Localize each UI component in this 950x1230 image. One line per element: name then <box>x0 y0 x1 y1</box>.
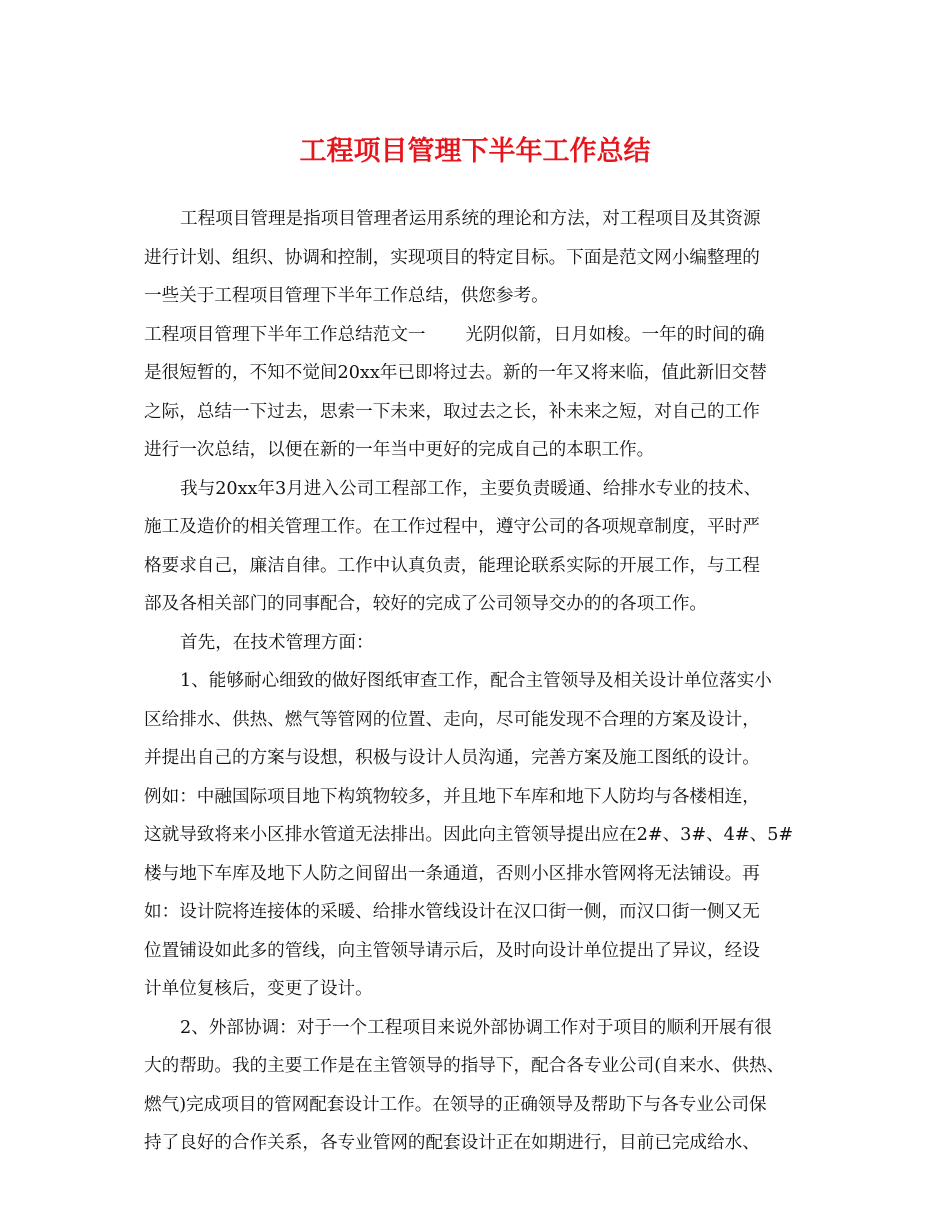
paragraph-line: 进行计划、组织、协调和控制，实现项目的特定目标。下面是范文网小编整理的 <box>144 247 760 268</box>
paragraph-line-text: 光阴似箭，日月如梭。一年的时间的确 <box>465 324 765 345</box>
paragraph-line: 部及各相关部门的同事配合，较好的完成了公司领导交办的的各项工作。 <box>144 594 708 614</box>
paragraph-line: 1、能够耐心细致的做好图纸审查工作，配合主管领导及相关设计单位落实小 <box>180 671 772 691</box>
paragraph-line: 区给排水、供热、燃气等管网的位置、走向，尽可能发现不合理的方案及设计， <box>144 709 760 730</box>
paragraph-line: 是很短暂的，不知不觉间20xx年已即将过去。新的一年又将来临，值此新旧交替 <box>144 363 767 383</box>
paragraph-line: 楼与地下车库及地下人防之间留出一条通道，否则小区排水管网将无法铺设。再 <box>144 863 760 884</box>
paragraph-line: 持了良好的合作关系，各专业管网的配套设计正在如期进行，目前已完成给水、 <box>144 1133 760 1153</box>
paragraph-line: 格要求自己，廉洁自律。工作中认真负责，能理论联系实际的开展工作，与工程 <box>144 555 760 576</box>
paragraph-line: 并提出自己的方案与设想，积极与设计人员沟通，完善方案及施工图纸的设计。 <box>144 748 760 768</box>
document-body <box>144 200 824 1163</box>
paragraph-line: 我与20xx年3月进入公司工程部工作，主要负责暖通、给排水专业的技术、 <box>180 478 762 499</box>
paragraph-line: 燃气)完成项目的管网配套设计工作。在领导的正确领导及帮助下与各专业公司保 <box>144 1094 767 1115</box>
paragraph-line: 进行一次总结，以便在新的一年当中更好的完成自己的本职工作。 <box>144 440 655 460</box>
paragraph-line: 例如：中融国际项目地下构筑物较多，并且地下车库和地下人防均与各楼相连， <box>144 786 760 807</box>
paragraph-line: 这就导致将来小区排水管道无法排出。因此向主管领导提出应在2#、3#、4#、5# <box>144 825 794 845</box>
paragraph-line: 计单位复核后，变更了设计。 <box>144 979 373 999</box>
paragraph-line: 位置铺设如此多的管线，向主管领导请示后，及时向设计单位提出了异议，经设 <box>144 940 760 961</box>
paragraph-line: 如：设计院将连接体的采暖、给排水管线设计在汉口街一侧，而汉口街一侧又无 <box>144 902 760 922</box>
paragraph-line <box>144 316 824 355</box>
paragraph-line: 一些关于工程项目管理下半年工作总结，供您参考。 <box>144 286 549 306</box>
document-title: 工程项目管理下半年工作总结 <box>299 136 651 167</box>
section-heading: 工程项目管理下半年工作总结范文一 <box>144 324 426 345</box>
paragraph-line: 首先，在技术管理方面： <box>180 632 374 653</box>
paragraph-line: 2、外部协调：对于一个工程项目来说外部协调工作对于项目的顺利开展有很 <box>180 1017 772 1038</box>
paragraph-line: 工程项目管理是指项目管理者运用系统的理论和方法，对工程项目及其资源 <box>180 209 761 229</box>
paragraph-line: 施工及造价的相关管理工作。在工作过程中，遵守公司的各项规章制度，平时严 <box>144 517 760 537</box>
paragraph-line: 大的帮助。我的主要工作是在主管领导的指导下，配合各专业公司(自来水、供热、 <box>144 1056 785 1076</box>
paragraph-line: 之际，总结一下过去，思索一下未来，取过去之长，补未来之短，对自己的工作 <box>144 401 760 422</box>
